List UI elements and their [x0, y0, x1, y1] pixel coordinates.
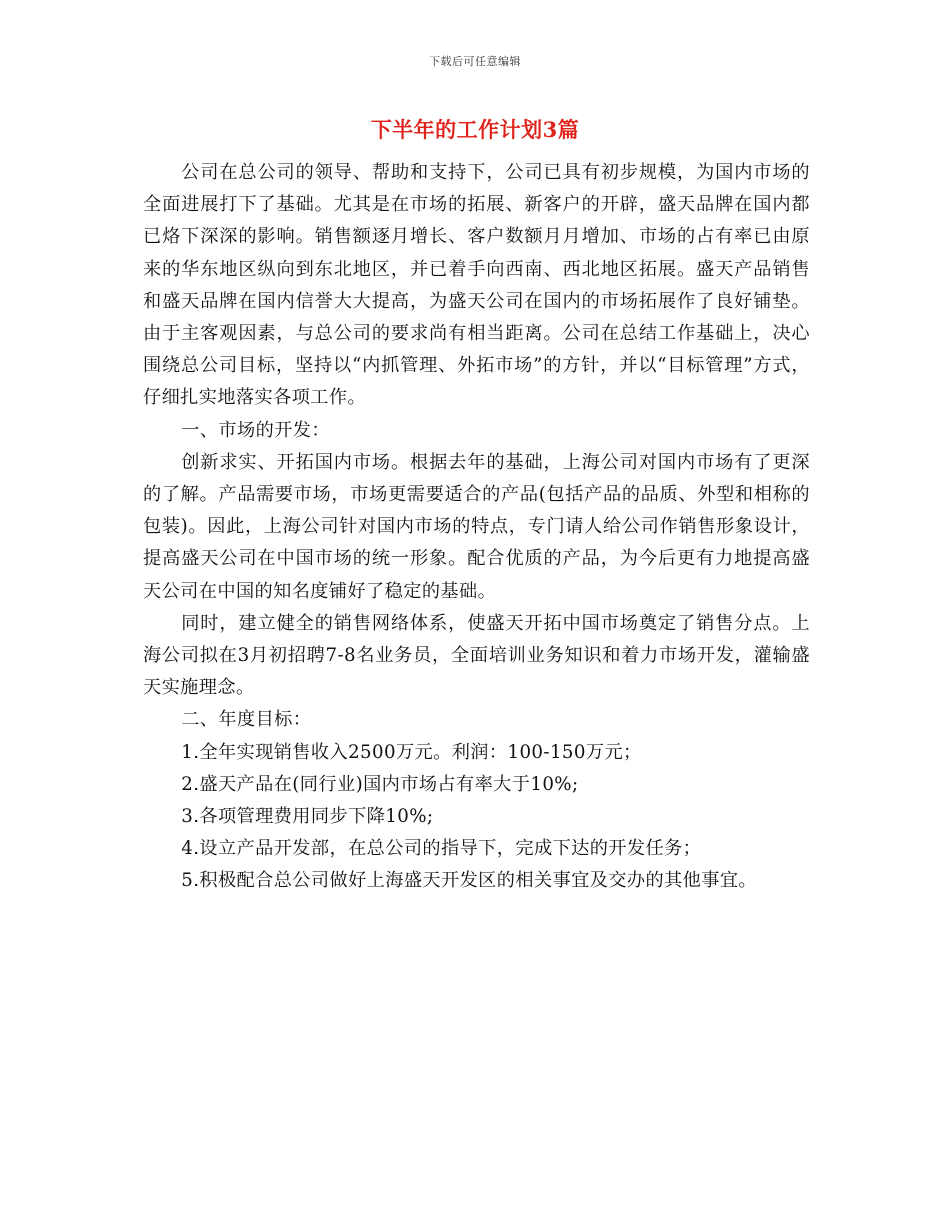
paragraph-intro: 公司在总公司的领导、帮助和支持下，公司已具有初步规模，为国内市场的全面进展打下了基础。尤其是在市场的拓展、新客户的开辟，盛天品牌在国内都已烙下深深的影响。销售额逐月增长、客户数额月月增加、市场的占有率已由原来的华东地区纵向到东北地区，并已着手向西南、西北地区拓展。盛天产品销售和盛天品牌在国内信誉大大提高，为盛天公司在国内的市场拓展作了良好铺垫。由于主客观因素，与总公司的要求尚有相当距离。公司在总结工作基础上，决心围绕总公司目标，坚持以“内抓管理、外拓市场”的方针，并以“目标管理”方式，仔细扎实地落实各项工作。	[143, 162, 810, 409]
goal-item-5: 5.积极配合总公司做好上海盛天开发区的相关事宜及交办的其他事宜。	[181, 870, 757, 892]
section-heading-annual-goals: 二、年度目标：	[181, 709, 312, 731]
download-note: 下载后可任意编辑	[429, 55, 521, 68]
document-title: 下半年的工作计划3篇	[370, 117, 580, 142]
document-body	[143, 157, 810, 898]
goal-item-4: 4.设立产品开发部，在总公司的指导下，完成下达的开发任务；	[181, 838, 702, 860]
paragraph-sales-network: 同时，建立健全的销售网络体系，使盛天开拓中国市场奠定了销售分点。上海公司拟在3月初招聘7-8名业务员，全面培训业务知识和着力市场开发，灌输盛天实施理念。	[143, 612, 810, 699]
goal-item-1: 1.全年实现销售收入2500万元。利润：100-150万元；	[181, 741, 642, 763]
section-heading-market: 一、市场的开发：	[181, 419, 330, 441]
goal-item-3: 3.各项管理费用同步下降10%;	[181, 806, 434, 828]
goal-item-2: 2.盛天产品在(同行业)国内市场占有率大于10%;	[181, 773, 579, 795]
paragraph-market-development: 创新求实、开拓国内市场。根据去年的基础，上海公司对国内市场有了更深的了解。产品需要市场，市场更需要适合的产品(包括产品的品质、外型和相称的包装)。因此，上海公司针对国内市场的特点，专门请人给公司作销售形象设计，提高盛天公司在中国市场的统一形象。配合优质的产品，为今后更有力地提高盛天公司在中国的知名度铺好了稳定的基础。	[143, 451, 810, 602]
